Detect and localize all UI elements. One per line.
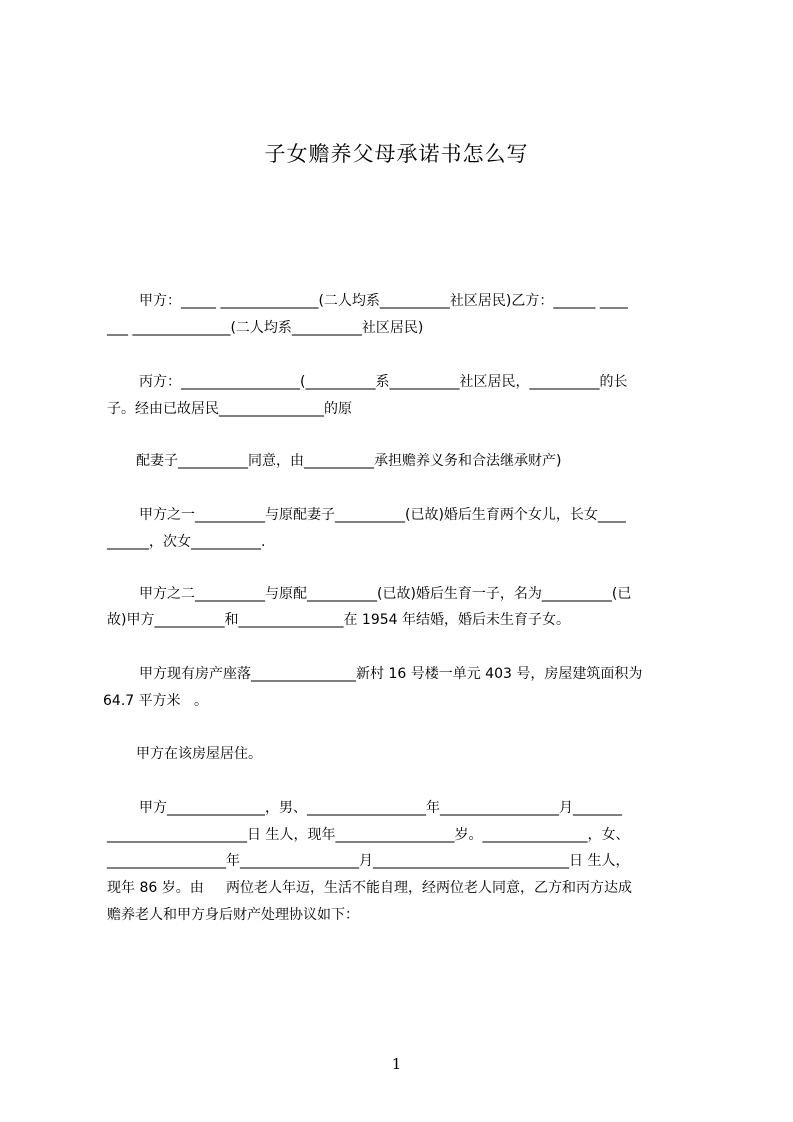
paragraph-2-line-1: 丙方：_________________(__________系__________社区居民，__________的长 bbox=[139, 374, 628, 390]
paragraph-8-line-3: _________________年_________________月____________________________日 生人， bbox=[107, 853, 630, 869]
paragraph-2-line-2: 子。经由已故居民_______________的原 bbox=[107, 401, 352, 417]
paragraph-8-line-5: 赡养老人和甲方身后财产处理协议如下： bbox=[107, 907, 359, 923]
paragraph-4-line-2: ______，次女__________. bbox=[107, 534, 266, 550]
paragraph-8-line-4: 现年 86 岁。由 两位老人年迈，生活不能自理，经两位老人同意，乙方和丙方达成 bbox=[107, 880, 632, 896]
paragraph-3-line-1: 配妻子__________同意，由__________承担赡养义务和合法继承财产) bbox=[136, 453, 562, 469]
paragraph-4-line-1: 甲方之一__________与原配妻子__________(已故)婚后生育两个女儿，长女____ bbox=[139, 507, 626, 523]
paragraph-8-line-2: ____________________日 生人，现年_________________岁。_______________，女、 bbox=[107, 827, 630, 843]
paragraph-7-line-1: 甲方在该房屋居住。 bbox=[136, 746, 262, 762]
paragraph-6-line-2: 64.7 平方米 。 bbox=[103, 693, 208, 709]
paragraph-1-line-2: ___ ______________(二人均系__________社区居民) bbox=[107, 320, 424, 336]
paragraph-8-line-1: 甲方______________，男、_________________年_________________月_______ bbox=[139, 800, 622, 816]
page-number: 1 bbox=[391, 1055, 402, 1073]
document-title: 子女赡养父母承诺书怎么写 bbox=[264, 142, 529, 166]
paragraph-5-line-1: 甲方之二__________与原配__________(已故)婚后生育一子，名为__________(已 bbox=[139, 586, 632, 602]
paragraph-1-line-1: 甲方：_____ ______________(二人均系__________社区居民)乙方：______ ____ bbox=[139, 293, 628, 309]
paragraph-5-line-2: 故)甲方__________和_______________在 1954 年结婚，婚后未生育子女。 bbox=[107, 612, 570, 628]
paragraph-6-line-1: 甲方现有房产座落_______________新村 16 号楼一单元 403 号，房屋建筑面积为 bbox=[139, 666, 643, 682]
